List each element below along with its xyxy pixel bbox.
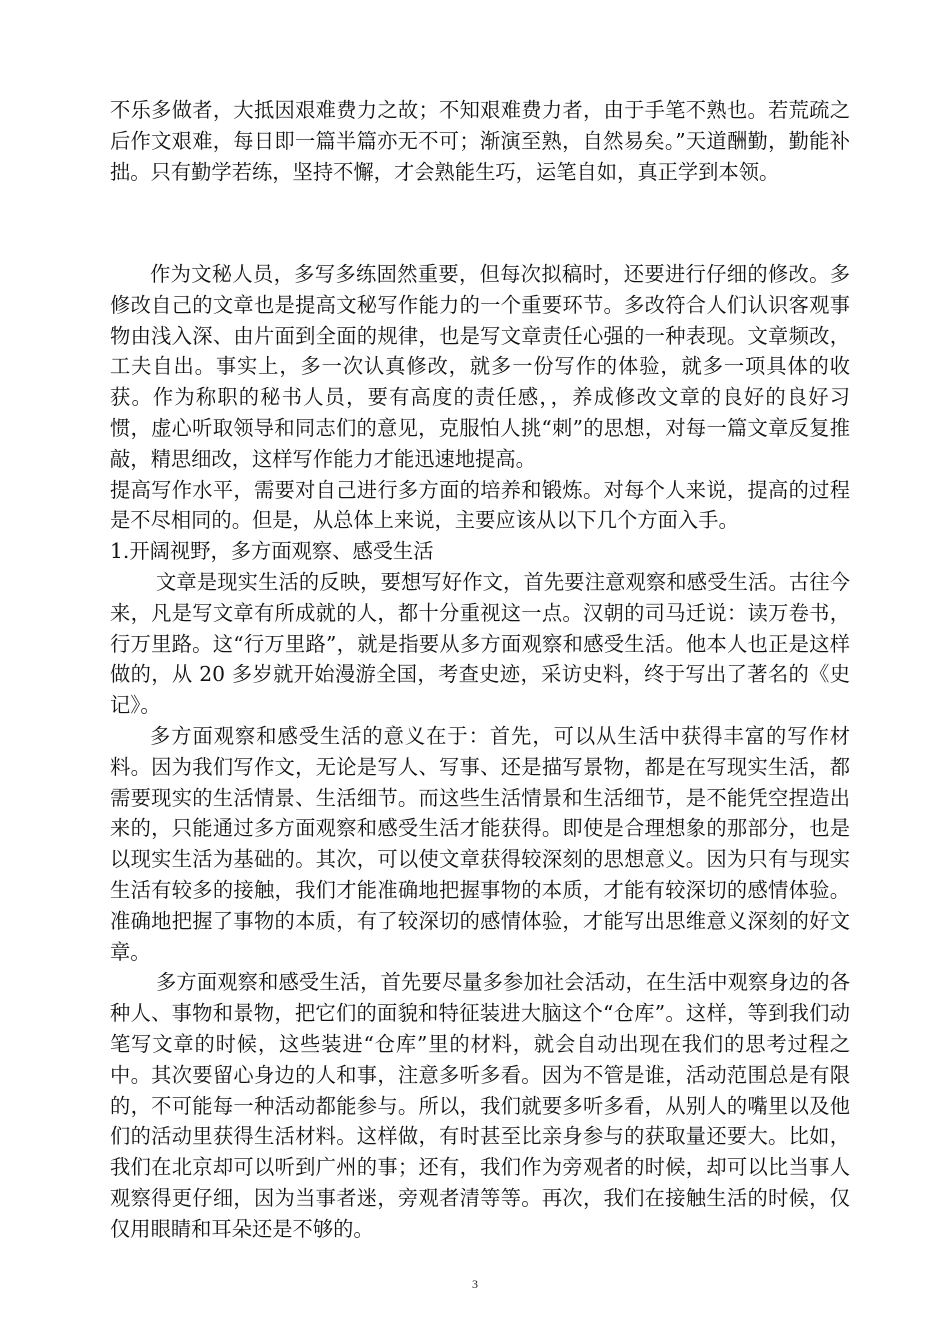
- paragraph: 文章是现实生活的反映，要想写好作文，首先要注意观察和感受生活。古往今来，凡是写文章有所成就的人，都十分重视这一点。汉朝的司马迁说：读万卷书，行万里路。这“行万里路”，就是指要从多方面观察和感受生活。他本人也正是这样做的，从 20 多岁就开始漫游全国，考查史迹，采访史料，终于写出了著名的《史记》。: [110, 569, 850, 718]
- paragraph: 不乐多做者，大抵因艰难费力之故；不知艰难费力者，由于手笔不熟也。若荒疏之后作文艰难，每日即一篇半篇亦无不可；渐演至熟，自然易矣。”天道酬勤，勤能补拙。只有勤学若练，坚持不懈，才会熟能生巧，运笔自如，真正学到本领。: [110, 98, 850, 184]
- paragraph: 多方面观察和感受生活，首先要尽量多参加社会活动，在生活中观察身边的各种人、事物和景物，把它们的面貌和特征装进大脑这个“仓库”。这样，等到我们动笔写文章的时候，这些装进“仓库”里的材料，就会自动出现在我们的思考过程之中。其次要留心身边的人和事，注意多听多看。因为不管是谁，活动范围总是有限的，不可能每一种活动都能参与。所以，我们就要多听多看，从别人的嘴里以及他们的活动里获得生活材料。这样做，有时甚至比亲身参与的获取量还要大。比如，我们在北京却可以听到广州的事；还有，我们作为旁观者的时候，却可以比当事人观察得更仔细，因为当事者迷，旁观者清等等。再次，我们在接触生活的时候，仅仅用眼睛和耳朵还是不够的。: [110, 970, 850, 1241]
- page-number: 3: [472, 1277, 478, 1291]
- text-block-top: [110, 95, 850, 187]
- paragraph: 作为文秘人员，多写多练固然重要，但每次拟稿时，还要进行仔细的修改。多修改自己的文章也是提高文秘写作能力的一个重要环节。多改符合人们认识客观事物由浅入深、由片面到全面的规律，也是写文章责任心强的一种表现。文章频改，工夫自出。事实上，多一次认真修改，就多一份写作的体验，就多一项具体的收获。作为称职的秘书人员，要有高度的责任感，，养成修改文章的良好的良好习惯，虚心听取领导和同志们的意见，克服怕人挑“刺”的思想，对每一篇文章反复推敲，精思细改，这样写作能力才能迅速地提高。: [110, 262, 850, 471]
- paragraph: 多方面观察和感受生活的意义在于：首先，可以从生活中获得丰富的写作材料。因为我们写作文，无论是写人、写事、还是描写景物，都是在写现实生活，都需要现实的生活情景、生活细节。而这些生活情景和生活细节，是不能凭空捏造出来的，只能通过多方面观察和感受生活才能获得。即使是合理想象的那部分，也是以现实生活为基础的。其次，可以使文章获得较深刻的思想意义。因为只有与现实生活有较多的接触，我们才能准确地把握事物的本质，才能有较深切的感情体验。准确地把握了事物的本质，有了较深切的感情体验，才能写出思维意义深刻的好文章。: [110, 723, 850, 964]
- text-block-main: [110, 259, 850, 1245]
- paragraph: 提高写作水平，需要对自己进行多方面的培养和锻炼。对每个人来说，提高的过程是不尽相同的。但是，从总体上来说，主要应该从以下几个方面入手。: [110, 477, 850, 533]
- section-heading: 1.开阔视野，多方面观察、感受生活: [110, 539, 434, 564]
